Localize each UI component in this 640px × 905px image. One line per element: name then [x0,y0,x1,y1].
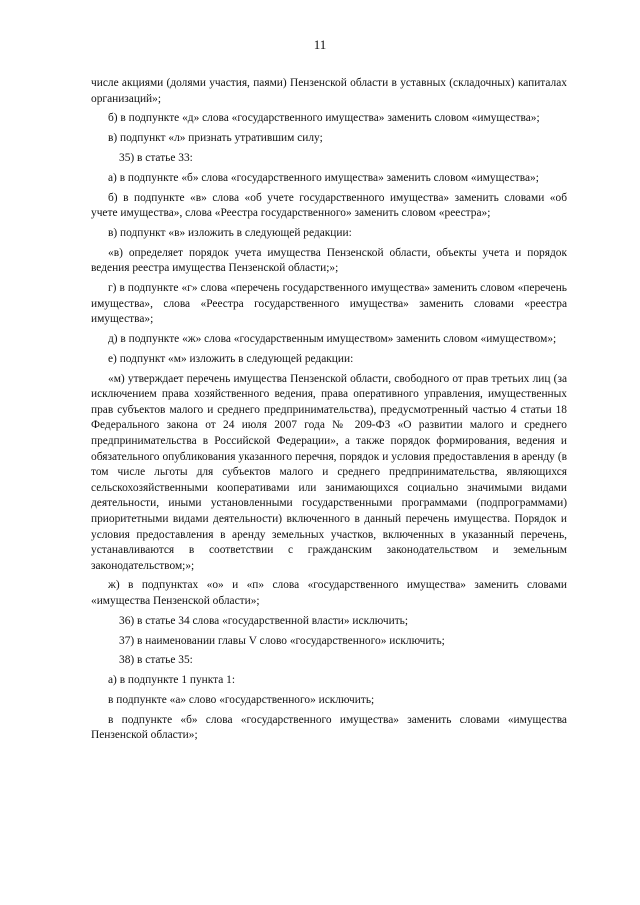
paragraph: числе акциями (долями участия, паями) Пензенской области в уставных (складочных) капиталах организаций»; [91,77,567,105]
paragraph: б) в подпункте «д» слова «государственного имущества» заменить словом «имущества»; [108,112,540,125]
paragraph: в) подпункт «л» признать утратившим силу; [108,132,323,145]
paragraph: 37) в наименовании главы V слово «государственного» исключить; [119,634,445,647]
document-body [91,76,567,748]
paragraph: е) подпункт «м» изложить в следующей редакции: [108,352,354,365]
paragraph: 35) в статье 33: [119,151,193,164]
paragraph: 38) в статье 35: [119,654,193,667]
paragraph: 36) в статье 34 слова «государственной власти» исключить; [119,614,409,627]
paragraph: а) в подпункте 1 пункта 1: [108,674,236,687]
paragraph: в подпункте «б» слова «государственного имущества» заменить словами «имущества Пензенской области»; [91,713,567,742]
page-number: 11 [313,37,327,52]
paragraph: г) в подпункте «г» слова «перечень государственного имущества» заменить словом «перечень имущества», слова «Реестра государственного имущества» заменить словами «реестра имущества»; [91,282,567,326]
paragraph: в подпункте «а» слово «государственного» исключить; [108,693,375,706]
paragraph: «м) утверждает перечень имущества Пензенской области, свободного от прав третьих лиц (за исключением права хозяйственного ведения, права оперативного управления, имущественных прав субъектов малого и среднего предпринимательства), предусмотренный частью 4 статьи 18 Федерального закона от 24 июля 2007 года № 209-ФЗ «О развитии малого и среднего предпринимательства в Российской Федерации», а также порядок формирования, ведения и обязательного опубликования указанного перечня, порядок и условия предоставления в аренду (в том числе льготы для субъектов малого и среднего предпринимательства, являющихся сельскохозяйственными кооперативами или занимающихся социально значимыми видами деятельности, иными установленными государственными программами (подпрограммами) приоритетными видами деятельности) включенного в данный перечень имущества. Порядок и условия предоставления в аренду земельных участков, включенных в указанный перечень, устанавливаются в соответствии с гражданским законодательством и земельным законодательством;»; [91,372,567,572]
paragraph: б) в подпункте «в» слова «об учете государственного имущества» заменить словами «об учете имущества», слова «Реестра государственного» заменить словом «реестра»; [91,191,567,220]
paragraph: ж) в подпунктах «о» и «п» слова «государственного имущества» заменить словами «имущества Пензенской области»; [91,579,567,608]
paragraph: а) в подпункте «б» слова «государственного имущества» заменить словом «имущества»; [108,171,539,184]
paragraph: в) подпункт «в» изложить в следующей редакции: [108,226,352,239]
paragraph: д) в подпункте «ж» слова «государственным имуществом» заменить словом «имуществом»; [108,333,557,345]
paragraph: «в) определяет порядок учета имущества Пензенской области, объекты учета и порядок ведения реестра имущества Пензенской области;»; [91,246,567,275]
